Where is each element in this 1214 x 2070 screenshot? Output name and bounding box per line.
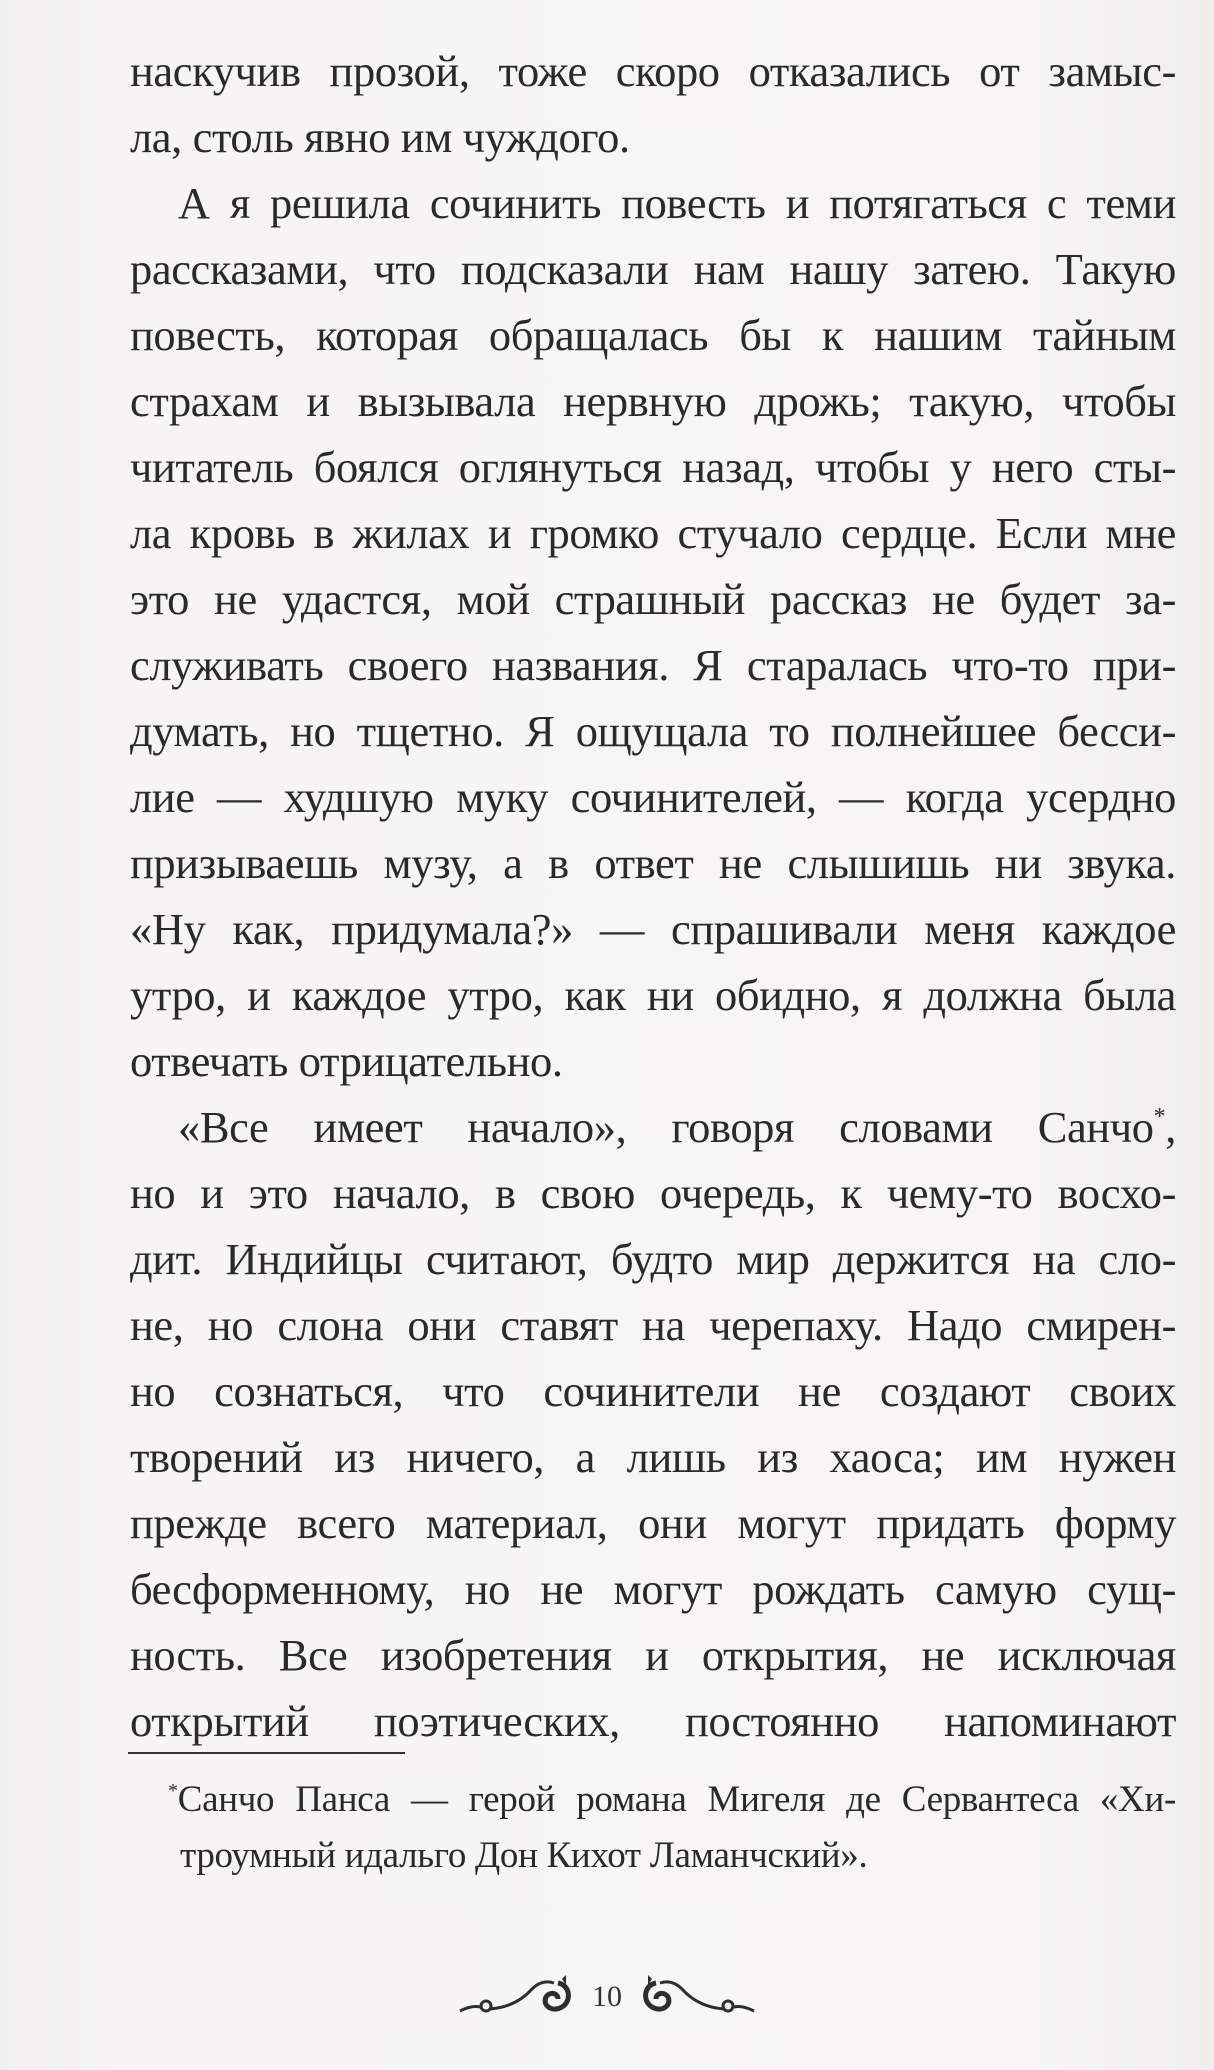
text-line: ность. Все изобретения и открытия, не исключая <box>130 1630 1176 1680</box>
scroll-flourish-left-icon <box>458 1975 578 2019</box>
text-line: утро, и каждое утро, как ни обидно, я должна была <box>130 970 1176 1020</box>
scroll-flourish-right-icon <box>636 1975 756 2019</box>
text-line: творений из ничего, а лишь из хаоса; им нужен <box>130 1432 1176 1482</box>
footnote-text: Санчо Панса — герой романа Мигеля де Сервантеса «Хи- <box>177 1779 1176 1820</box>
text-line: думать, но тщетно. Я ощущала то полнейшее бесси- <box>130 706 1176 756</box>
text-line: рассказами, что подсказали нам нашу затею. Такую <box>130 244 1176 294</box>
text-line: «Ну как, придумала?» — спрашивали меня каждое <box>130 904 1176 954</box>
text-line: повесть, которая обращалась бы к нашим тайным <box>130 310 1176 360</box>
text-line: ла кровь в жилах и громко стучало сердце. Если мне <box>130 508 1176 558</box>
text-line: ла, столь явно им чуждого. <box>130 112 630 162</box>
text-line: это не удастся, мой страшный рассказ не будет за- <box>130 574 1176 624</box>
text-line: призываешь музу, а в ответ не слышишь ни звука. <box>130 838 1176 888</box>
text-line: служивать своего названия. Я старалась что-то при- <box>130 640 1176 690</box>
text-line: читатель боялся оглянуться назад, чтобы у него сты- <box>130 442 1176 492</box>
text-line: страхам и вызывала нервную дрожь; такую, чтобы <box>130 376 1176 426</box>
text-line: открытий поэтических, постоянно напоминают <box>130 1696 1176 1746</box>
text-line: прежде всего материал, они могут придать форму <box>130 1498 1176 1548</box>
text-line: дит. Индийцы считают, будто мир держится на сло- <box>130 1234 1176 1284</box>
paragraph-first-line: А я решила сочинить повесть и потягаться с теми <box>178 178 1176 228</box>
page-footer <box>0 1972 1214 2022</box>
footnote-divider <box>128 1752 405 1754</box>
text-line: не, но слона они ставят на черепаху. Надо смирен- <box>130 1300 1176 1350</box>
text-line: бесформенному, но не могут рождать самую сущ- <box>130 1564 1176 1614</box>
text-line: но сознаться, что сочинители не создают своих <box>130 1366 1176 1416</box>
footnote-reference[interactable]: * <box>1153 1104 1166 1130</box>
text-line: но и это начало, в свою очередь, к чему-то восхо- <box>130 1168 1176 1218</box>
text-line: наскучив прозой, тоже скоро отказались от замыс- <box>130 46 1176 96</box>
text-span: , <box>1165 1102 1176 1152</box>
footnote-line <box>168 1772 1176 1828</box>
footnote-line: троумный идальго Дон Кихот Ламанчский». <box>180 1835 868 1876</box>
page-number: 10 <box>592 1980 622 2013</box>
paragraph-first-line <box>178 1094 1176 1160</box>
text-span: «Все имеет начало», говоря словами Санчо <box>178 1102 1154 1152</box>
text-line: отвечать отрицательно. <box>130 1036 563 1086</box>
footnote-marker: * <box>168 1780 178 1802</box>
text-line: лие — худшую муку сочинителей, — когда усердно <box>130 772 1176 822</box>
